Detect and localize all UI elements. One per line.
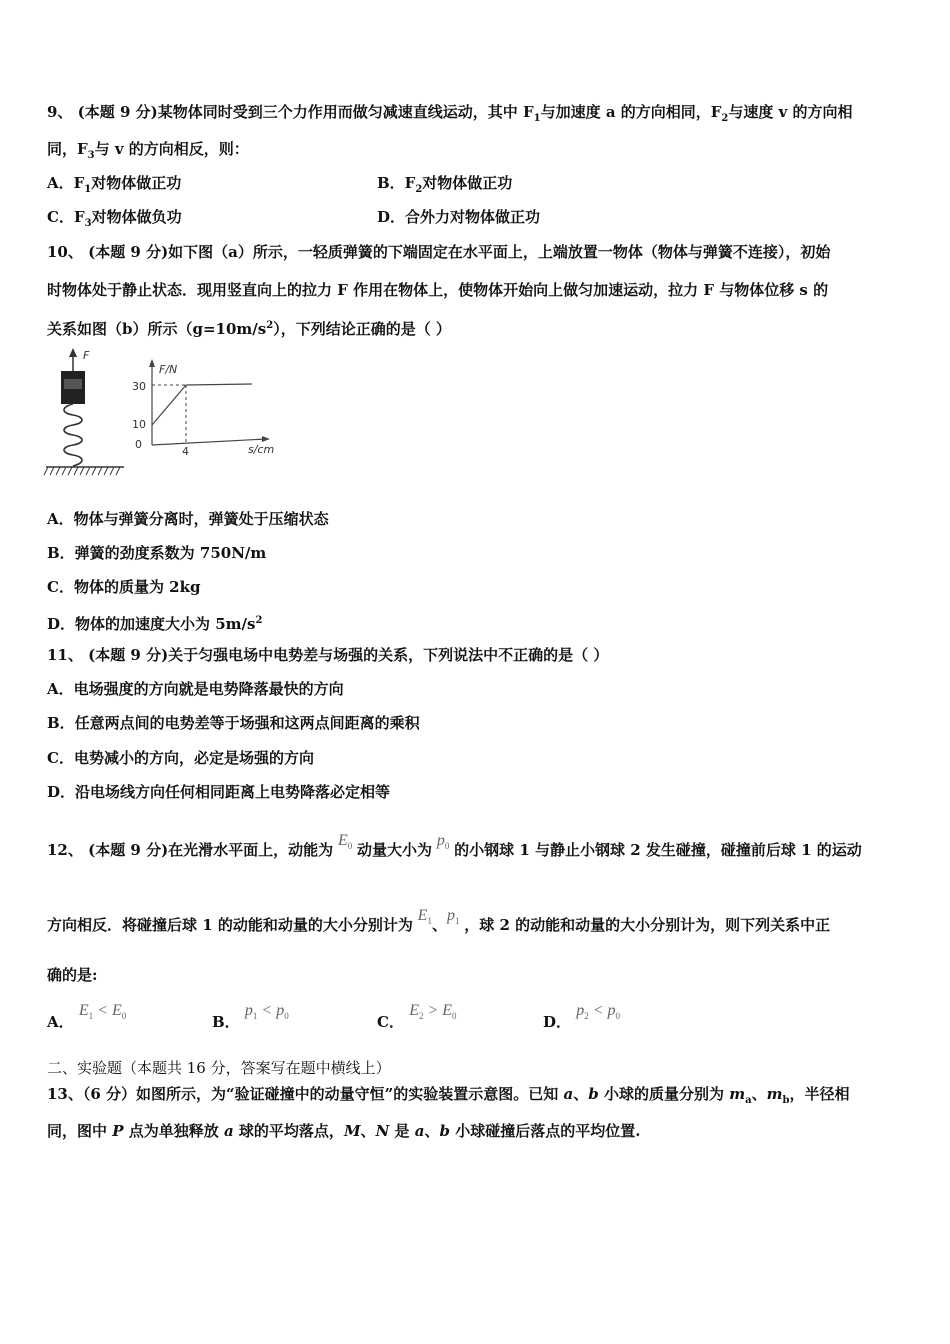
q10-option-d[interactable]: D．物体的加速度大小为 $5m/s^2$ [47, 615, 263, 633]
y-axis-arrow [149, 359, 155, 367]
force-arrow-head [69, 348, 77, 357]
p0-symbol: $p_0$ [436, 832, 450, 852]
ground-hatching [44, 467, 120, 475]
section-title-experiment: 二、实验题（本题共 16 分，答案写在题中横线上） [47, 1059, 391, 1077]
x-axis-arrow [262, 436, 270, 442]
tick-10: 10 [132, 418, 146, 431]
q11-line-1: 11、 (本题 9 分)关于匀强电场中电势差与场强的关系，下列说法中不正确的是（ ） [47, 646, 609, 664]
block-detail [64, 379, 82, 389]
q9-line-1: 9、 (本题 9 分)某物体同时受到三个力作用而做匀减速直线运动，其中 $F_1$与加速度 a 的方向相同，$F_2$与速度 v 的方向相 [47, 103, 853, 124]
q13-line-1: 13、（6 分）如图所示，为“验证碰撞中的动量守恒”的实验装置示意图。已知 a、b 小球的质量分别为 $m_a$、$m_b$，半径相 [47, 1085, 850, 1106]
spring-force-figure [42, 345, 302, 485]
q10-line-1: 10、 (本题 9 分)如下图（a）所示，一轻质弹簧的下端固定在水平面上，上端放置一物体（物体与弹簧不连接），初始 [47, 243, 831, 261]
tick-4: 4 [182, 445, 189, 458]
q12-option-d[interactable]: D． $p_2 < p_0$ [543, 1002, 621, 1031]
q12-option-c[interactable]: C． $E_2 > E_0$ [377, 1002, 457, 1031]
q9-option-a[interactable]: A．$F_1$对物体做正功 [47, 174, 182, 195]
q10-line-2: 时物体处于静止状态．现用竖直向上的拉力 F 作用在物体上，使物体开始向上做匀加速运动，拉力 F 与物体位移 s 的 [47, 281, 829, 299]
q12-option-b[interactable]: B． $p_1 < p_0$ [212, 1002, 289, 1031]
q11-option-b[interactable]: B．任意两点间的电势差等于场强和这两点间距离的乘积 [47, 714, 420, 732]
q11-option-c[interactable]: C．电势减小的方向，必定是场强的方向 [47, 749, 314, 767]
x-axis-label: s/cm [248, 443, 275, 456]
q10-option-b[interactable]: B．弹簧的劲度系数为 750N/m [47, 544, 267, 562]
spring-coil [64, 404, 82, 466]
q9-option-d[interactable]: D．合外力对物体做正功 [377, 208, 541, 226]
tick-30: 30 [132, 380, 146, 393]
force-constant-line [186, 384, 252, 385]
q12-line-1: 12、 (本题 9 分)在光滑水平面上，动能为 $E_0$ 动量大小为 $p_0$ 的小钢球 1 与静止小钢球 2 发生碰撞，碰撞前后球 1 的运动 [47, 832, 862, 859]
e0-symbol: $E_0$ [337, 832, 353, 852]
q9-line-2: 同，$F_3$与 v 的方向相反，则： [47, 140, 249, 161]
q12-option-a[interactable]: A． $E_1 < E_0$ [47, 1002, 127, 1031]
force-label: F [83, 349, 90, 362]
q9-option-c[interactable]: C．$F_3$对物体做负功 [47, 208, 182, 229]
spring-apparatus [44, 348, 124, 475]
q12-line-2: 方向相反．将碰撞后球 1 的动能和动量的大小分别计为 $E_1$、$p_1$ ，球 2 的动能和动量的大小分别计为，则下列关系中正 [47, 907, 831, 934]
e1-symbol: $E_1$ [417, 907, 432, 927]
q10-option-c[interactable]: C．物体的质量为 2kg [47, 578, 201, 596]
q9-option-b[interactable]: B．$F_2$对物体做正功 [377, 174, 513, 195]
f-s-graph [132, 359, 274, 458]
force-rising-line [152, 385, 186, 425]
q10-option-a[interactable]: A．物体与弹簧分离时，弹簧处于压缩状态 [47, 510, 329, 528]
tick-0: 0 [135, 438, 142, 451]
q11-option-a[interactable]: A．电场强度的方向就是电势降落最快的方向 [47, 680, 344, 698]
q13-line-2: 同，图中 P 点为单独释放 a 球的平均落点，M、N 是 a、b 小球碰撞后落点的平均位置. [47, 1122, 641, 1140]
q10-line-3: 关系如图（b）所示$(g=10m/s^2)$，下列结论正确的是（ ） [47, 320, 451, 338]
y-axis-label: F/N [159, 363, 178, 376]
q11-option-d[interactable]: D．沿电场线方向任何相同距离上电势降落必定相等 [47, 783, 391, 801]
q12-line-3: 确的是: [47, 966, 98, 984]
p1-symbol: $p_1$ [446, 907, 460, 927]
